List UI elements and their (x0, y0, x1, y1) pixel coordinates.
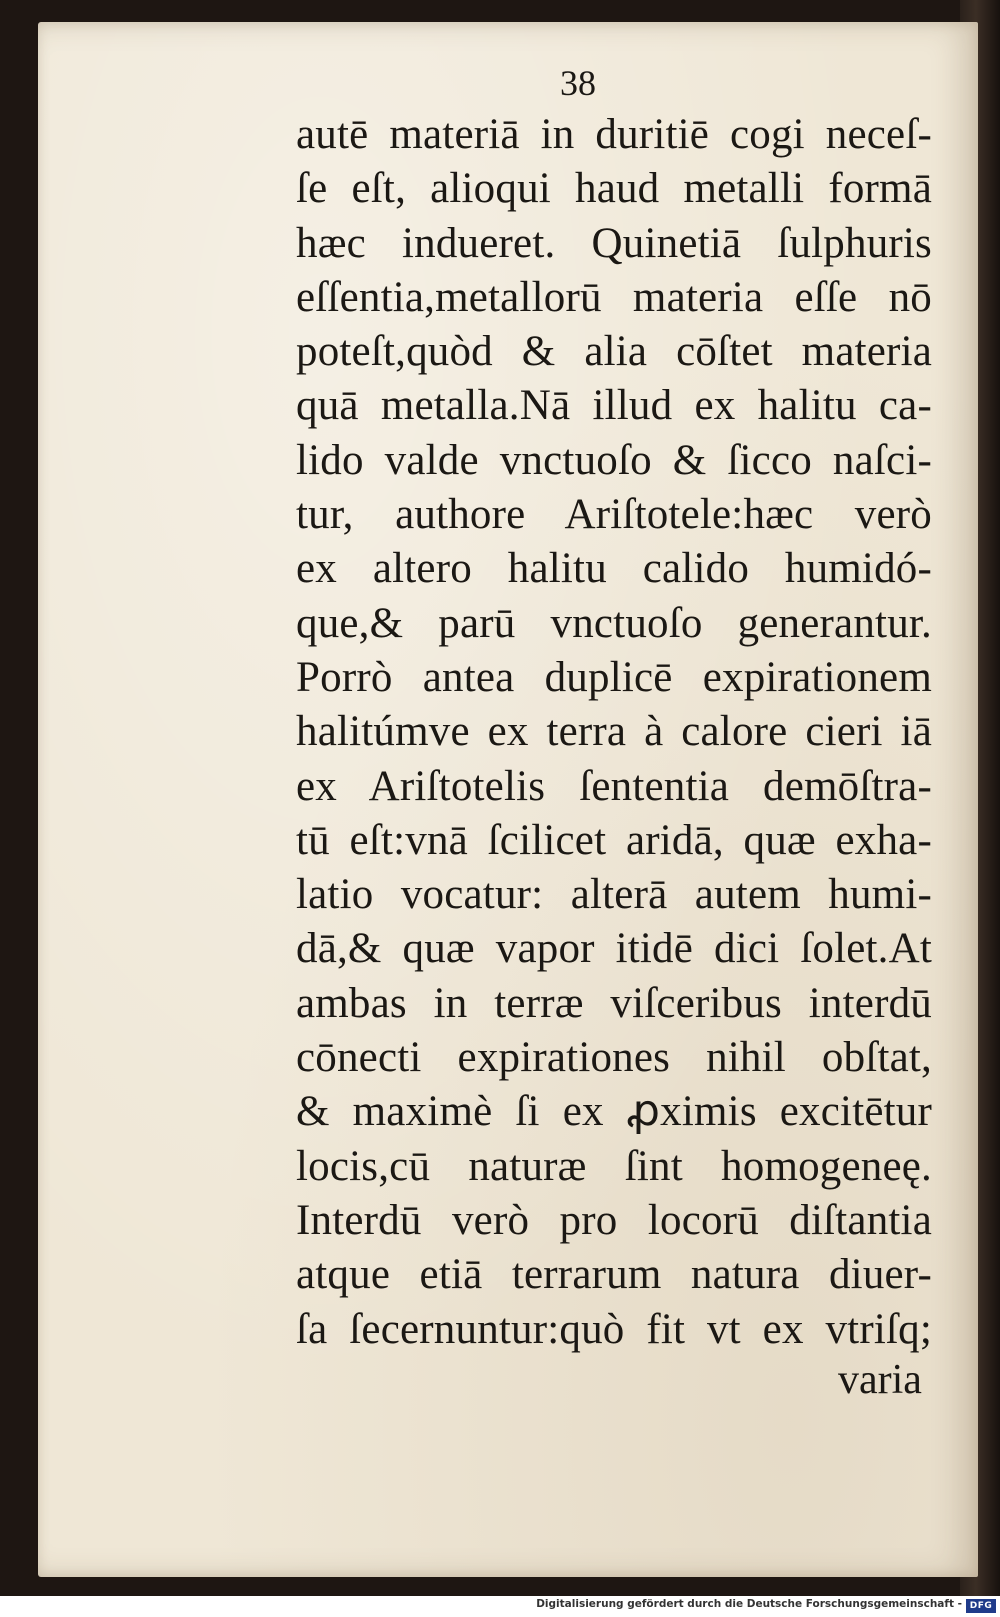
footer-credit: Digitalisierung gefördert durch die Deutsche Forschungsgemeinschaft - (536, 1598, 962, 1610)
text-line: halitúmve ex terra à calore cieri iā (296, 708, 932, 756)
text-line: que,& parū vnctuoſo generantur. (296, 599, 932, 647)
text-line: cōnecti expirationes nihil obſtat, (296, 1034, 932, 1082)
text-line: ſe eſt, alioqui haud metalli formā (296, 165, 932, 213)
page-number: 38 (560, 63, 596, 103)
text-line: Porrò antea duplicē expirationem (296, 653, 932, 701)
text-line: dā,& quæ vapor itidē dici ſolet.At (296, 925, 932, 973)
text-line: poteſt,quòd & alia cōſtet materia (296, 328, 932, 376)
dfg-logo: DFG (966, 1599, 996, 1613)
text-line: ambas in terræ viſceribus interdū (296, 979, 932, 1027)
text-line: hæc indueret. Quinetiā ſulphuris (296, 219, 932, 267)
footer-bar (0, 1596, 1000, 1617)
text-line: autē materiā in duritiē cogi neceſ- (296, 111, 932, 158)
text-line: latio vocatur: alterā autem humi- (296, 871, 932, 919)
text-line: ex Ariſtotelis ſententia demōſtra- (296, 762, 932, 810)
text-line: Interdū verò pro locorū diſtantia (296, 1196, 932, 1244)
text-line: atque etiā terrarum natura diuer- (296, 1251, 932, 1299)
text-line: quā metalla.Nā illud ex halitu ca- (296, 382, 932, 430)
text-line: & maximè ſi ex ꝓximis excitētur (296, 1088, 932, 1136)
text-line: ex altero halitu calido humidó- (296, 545, 932, 593)
text-line: tū eſt:vnā ſcilicet aridā, quæ exha- (296, 816, 932, 864)
text-line: lido valde vnctuoſo & ſicco naſci- (296, 436, 932, 484)
catchword: varia (838, 1357, 922, 1403)
text-line: ſa ſecernuntur:quò fit vt ex vtriſq; (296, 1305, 932, 1353)
text-line: tur, authore Ariſtotele:hæc verò (296, 491, 932, 539)
text-line: eſſentia,metallorū materia eſſe nō (296, 273, 932, 321)
text-line: locis,cū naturæ ſint homogeneę. (296, 1142, 932, 1190)
text-block (296, 108, 932, 1357)
